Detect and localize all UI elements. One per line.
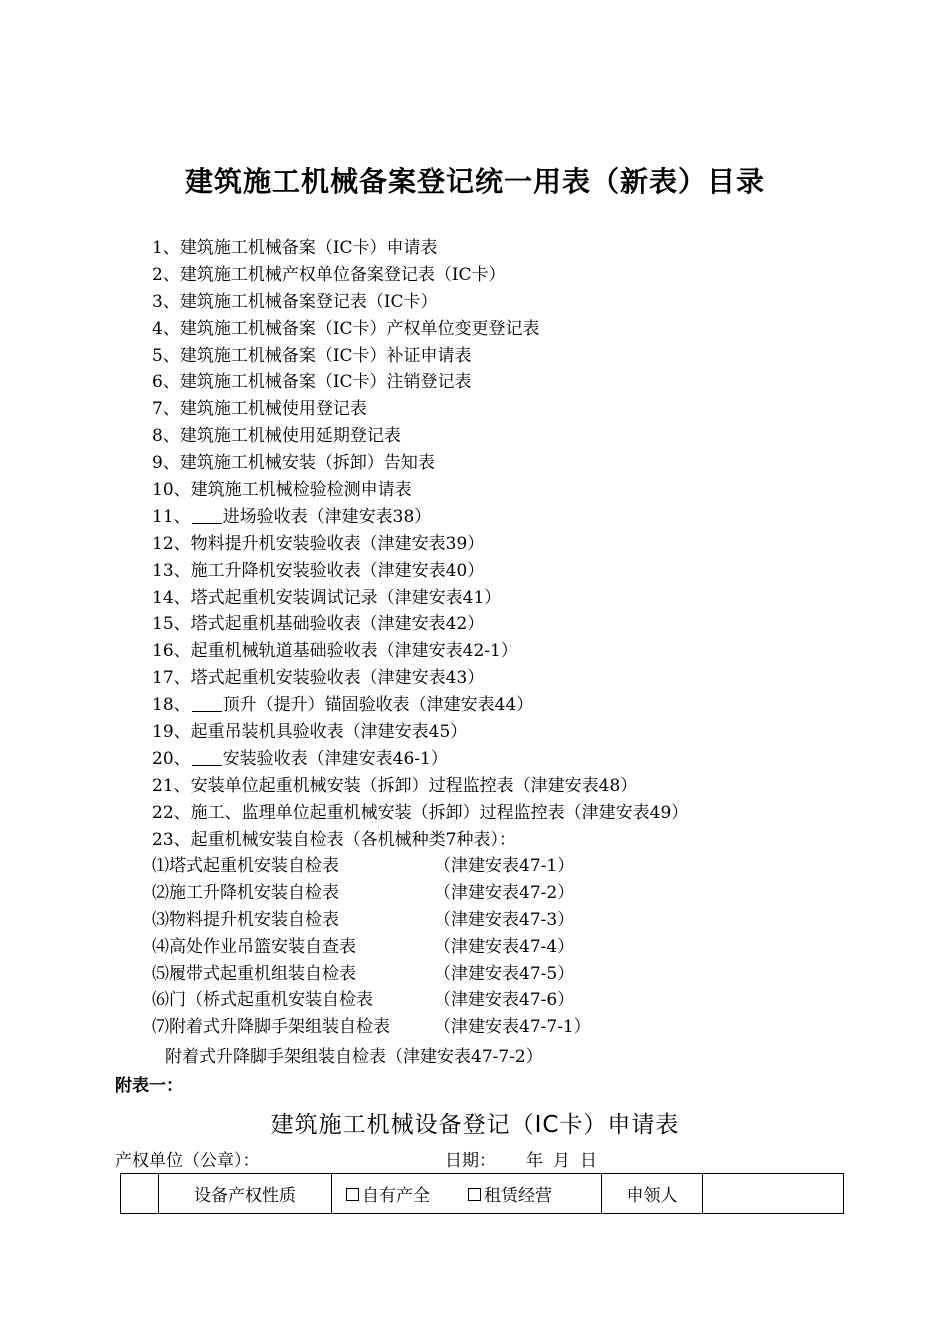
- blank-line: [192, 693, 222, 712]
- checkbox-lease[interactable]: [468, 1188, 481, 1201]
- form-code: （津建安表47-6）: [434, 990, 575, 1011]
- toc-item: [152, 692, 688, 719]
- blank-line: [192, 747, 222, 766]
- form-code: （津建安表47-7-1）: [434, 1017, 591, 1038]
- toc-item: 10、建筑施工机械检验检测申请表: [152, 480, 412, 501]
- date-label: 日期：: [445, 1151, 496, 1171]
- form-code: （津建安表47-1）: [434, 856, 575, 876]
- toc-item: 7、建筑施工机械使用登记表: [152, 399, 367, 420]
- page-title: 建筑施工机械备案登记统一用表（新表）目录: [184, 165, 765, 198]
- self-check-name: ⑵施工升降机安装自检表: [152, 882, 339, 903]
- date-row: [445, 1146, 607, 1171]
- toc-item: 16、起重机械轨道基础验收表（津建安表42-1）: [152, 641, 518, 662]
- form-code: （津建安表47-2）: [434, 882, 575, 903]
- toc-item: [152, 504, 688, 531]
- form-title: 建筑施工机械设备登记（IC卡）申请表: [270, 1112, 680, 1138]
- toc-item: 9、建筑施工机械安装（拆卸）告知表: [152, 453, 435, 474]
- property-options: [332, 1174, 602, 1214]
- toc-item-number: 20、: [152, 748, 191, 769]
- self-check-item: [152, 1014, 591, 1041]
- toc-item-number: 11、: [152, 506, 191, 527]
- option-lease-label: 租赁经营: [484, 1186, 552, 1206]
- table-cell-empty[interactable]: [121, 1174, 159, 1214]
- form-code: （津建安表47-5）: [434, 963, 575, 984]
- toc-item: 8、建筑施工机械使用延期登记表: [152, 426, 401, 447]
- date-day: 日: [580, 1151, 597, 1171]
- self-check-name: ⑹门（桥式起重机安装自检表: [152, 990, 373, 1011]
- date-month: 月: [553, 1151, 570, 1171]
- self-check-name: ⑴塔式起重机安装自检表: [152, 856, 339, 876]
- self-check-item: [152, 853, 591, 880]
- toc-item: 12、物料提升机安装验收表（津建安表39）: [152, 533, 485, 554]
- property-nature-label: 设备产权性质: [159, 1174, 332, 1214]
- self-check-name: ⑶物料提升机安装自检表: [152, 909, 339, 930]
- toc-item: 15、塔式起重机基础验收表（津建安表42）: [152, 614, 485, 635]
- receiver-input[interactable]: [703, 1174, 844, 1214]
- checkbox-own[interactable]: [346, 1188, 359, 1201]
- toc-item: 2、建筑施工机械产权单位备案登记表（IC卡）: [152, 264, 506, 285]
- toc-item: 14、塔式起重机安装调试记录（津建安表41）: [152, 587, 502, 608]
- self-check-extra: 附着式升降脚手架组装自检表（津建安表47-7-2）: [165, 1047, 543, 1067]
- toc-item-text: 进场验收表（津建安表38）: [222, 506, 432, 527]
- toc-item: 5、建筑施工机械备案（IC卡）补证申请表: [152, 345, 472, 366]
- self-check-item: [152, 987, 591, 1014]
- toc-item: 19、起重吊装机具验收表（津建安表45）: [152, 722, 468, 743]
- toc-item: 23、起重机械安装自检表（各机械种类7种表）：: [152, 829, 516, 850]
- receiver-label: 申领人: [602, 1174, 703, 1214]
- table-row: [121, 1174, 844, 1214]
- self-check-name: ⑸履带式起重机组装自检表: [152, 963, 356, 984]
- form-code: （津建安表47-4）: [434, 936, 575, 957]
- toc-item: 1、建筑施工机械备案（IC卡）申请表: [152, 238, 438, 258]
- self-check-list: [152, 853, 591, 1041]
- toc-list: [152, 235, 688, 853]
- toc-item: 13、施工升降机安装验收表（津建安表40）: [152, 560, 485, 581]
- toc-item: 21、安装单位起重机械安装（拆卸）过程监控表（津建安表48）: [152, 775, 638, 796]
- toc-item: 22、施工、监理单位起重机械安装（拆卸）过程监控表（津建安表49）: [152, 802, 689, 823]
- toc-item: 6、建筑施工机械备案（IC卡）注销登记表: [152, 372, 472, 393]
- toc-item: [152, 746, 688, 773]
- self-check-item: [152, 907, 591, 934]
- self-check-name: ⑺附着式升降脚手架组装自检表: [152, 1017, 390, 1038]
- self-check-item: [152, 934, 591, 961]
- blank-line: [192, 505, 222, 524]
- owner-unit-label: 产权单位（公章）：: [115, 1151, 260, 1171]
- self-check-name: ⑷高处作业吊篮安装自查表: [152, 936, 356, 957]
- toc-item-number: 18、: [152, 695, 191, 716]
- self-check-item: [152, 880, 591, 907]
- toc-item: 4、建筑施工机械备案（IC卡）产权单位变更登记表: [152, 318, 540, 339]
- self-check-item: [152, 961, 591, 988]
- toc-item-text: 安装验收表（津建安表46-1）: [222, 748, 448, 769]
- option-own-label: 自有产全: [362, 1186, 430, 1206]
- application-form-table: [120, 1173, 844, 1214]
- form-code: （津建安表47-3）: [434, 909, 575, 930]
- toc-item: 17、塔式起重机安装验收表（津建安表43）: [152, 668, 485, 689]
- toc-item-text: 顶升（提升）锚固验收表（津建安表44）: [222, 695, 534, 716]
- date-year: 年: [526, 1151, 543, 1171]
- toc-item: 3、建筑施工机械备案登记表（IC卡）: [152, 291, 438, 312]
- appendix-label: 附表一：: [115, 1076, 183, 1096]
